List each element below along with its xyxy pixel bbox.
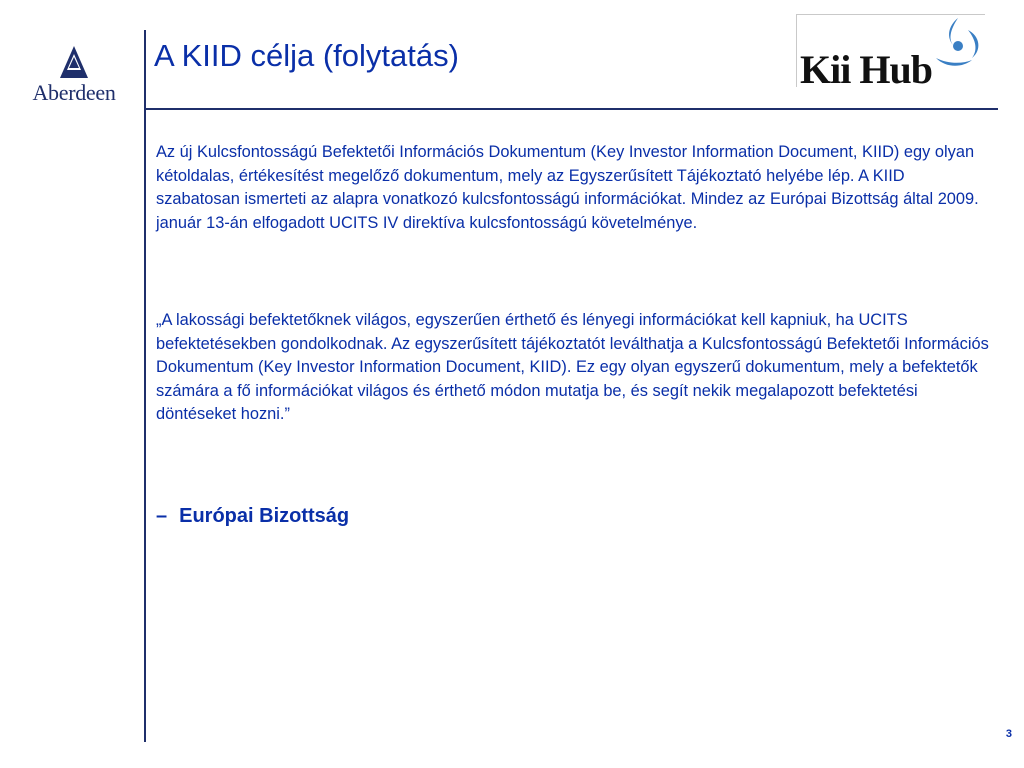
attribution-text: Európai Bizottság xyxy=(179,505,350,527)
page-number: 3 xyxy=(1005,728,1012,740)
aberdeen-logo-text: Aberdeen xyxy=(32,80,116,105)
kii-hub-logo xyxy=(796,14,986,90)
kii-hub-swirl-icon xyxy=(928,14,988,74)
intro-paragraph: Az új Kulcsfontosságú Befektetői Információs Dokumentum (Key Investor Information Document, KIID) egy olyan kétoldalas, értékesítést megelőző dokumentum, mely az Egyszerűsített Tájékoztató helyébe lép. A KIID szabatosan ismerteti az alapra vonatkozó kulcsfontosságú információkat. Mindez az Európai Bizottság által 2009. január 13-án elfogadott UCITS IV direktíva kulcsfontosságú követelménye. xyxy=(156,143,979,232)
vertical-divider xyxy=(144,30,146,742)
aberdeen-logo xyxy=(24,44,124,104)
kii-hub-logo-text: Kii Hub xyxy=(800,47,932,92)
page-title: A KIID célja (folytatás) xyxy=(154,38,459,73)
attribution-dash: – xyxy=(156,505,168,527)
quote-attribution xyxy=(156,505,349,528)
quote-paragraph: „A lakossági befektetőknek világos, egyszerűen érthető és lényegi információkat kell kapniuk, ha UCITS befektetésekben gondolkodnak. Az egyszerűsített tájékoztatót leválthatja a Kulcsfontosságú Befektetői Információs Dokumentum (Key Investor Information Document, KIID). Ez egy olyan egyszerű dokumentum, mely a befektetők számára a fő információkat világos és érthető módon mutatja be, és segít nekik megalapozott befektetési döntéseket hozni.” xyxy=(156,311,989,423)
header-divider xyxy=(146,108,998,110)
aberdeen-emblem-icon xyxy=(24,44,124,80)
